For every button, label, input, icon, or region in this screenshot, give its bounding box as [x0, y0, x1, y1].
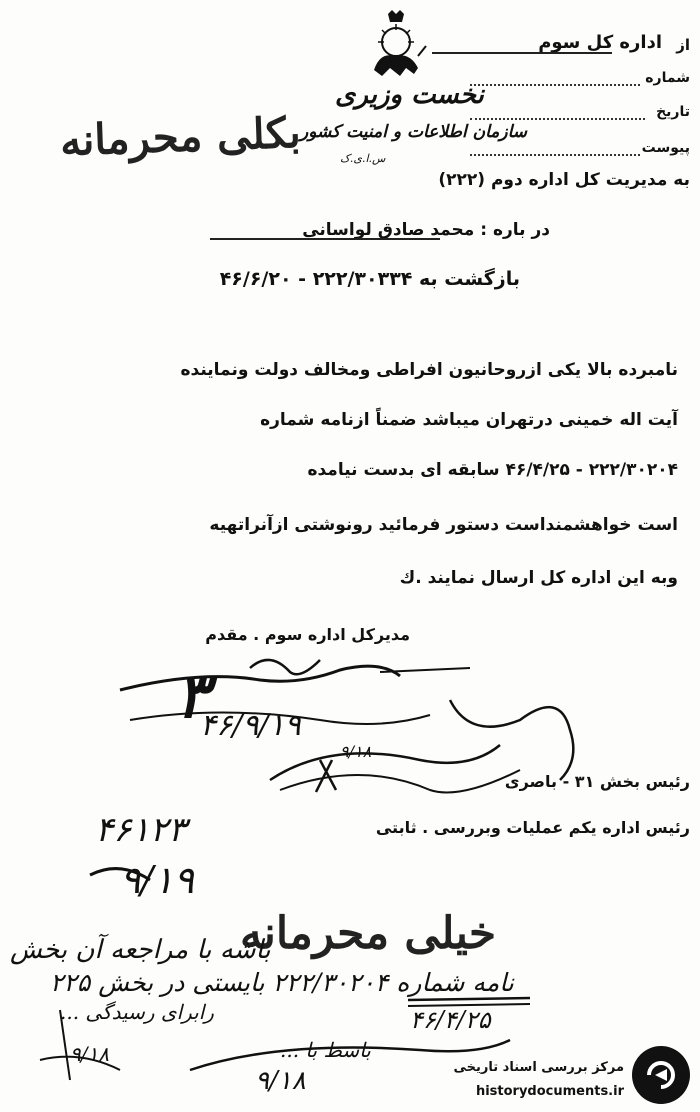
handwritten-bottom-date: ۴۶/۴/۲۵	[410, 1006, 491, 1034]
handwritten-note-3: رابرای رسیدگی ...	[60, 1000, 214, 1024]
top-classification-stamp: بکلی محرمانه	[59, 107, 302, 166]
handwritten-note-4: باسط با ...	[280, 1038, 371, 1062]
routing-line-2: رئیس اداره یکم عملیات وبررسی . ثابتی	[375, 818, 690, 837]
handwritten-date-2: ۹/۱۹	[120, 858, 195, 902]
routing-line-1: رئیس بخش ۳۱ - باصری	[504, 772, 690, 791]
handwritten-signature-date: ۴۶/۹/۱۹	[200, 708, 301, 743]
reference-line: بازگشت به ۲۲۲/۳۰۳۳۴ - ۴۶/۶/۲۰	[219, 268, 520, 290]
from-value: اداره کل سوم	[538, 32, 662, 53]
subject-line: در باره : محمد صادق لواسانی	[302, 220, 550, 240]
handwritten-note-2: نامه شماره ۲۲۲/۳۰۲۰۴ بایستی در بخش ۲۲۵	[50, 968, 514, 997]
watermark-org-name: مرکز بررسی اسناد تاریخی	[453, 1060, 624, 1075]
body-line-2: آیت اله خمینی درتهران میباشد ضمناً ازنامه شماره	[260, 410, 678, 430]
handwritten-sequence: ۴۶۱۲۳	[95, 810, 187, 850]
body-line-4: است خواهشمنداست دستور فرمائید رونوشتی ازآنراتهیه	[209, 515, 678, 535]
handwritten-side-date: ۹/۱۸	[340, 742, 372, 761]
organization-name: سازمان اطلاعات و امنیت کشور	[300, 122, 528, 142]
handwritten-note-1: باشه با مراجعه آن بخش	[10, 935, 271, 965]
date-label: تاریخ	[656, 104, 690, 120]
watermark-url[interactable]: historydocuments.ir	[475, 1084, 624, 1099]
attachment-label: پیوست	[641, 140, 690, 156]
recipient-line: به مدیریت کل اداره دوم (۲۲۲)	[438, 170, 690, 190]
handwritten-initial: ۳	[176, 662, 209, 732]
ministry-title: نخست وزیری	[335, 80, 484, 110]
body-line-5: وبه این اداره کل ارسال نمایند .ك	[399, 568, 678, 588]
bottom-classification-stamp: خیلی محرمانه	[240, 908, 497, 959]
handwritten-corner-date-2: ۹/۱۸	[255, 1066, 306, 1096]
handwritten-corner-date: ۹/۱۸	[70, 1042, 109, 1066]
body-line-3: ۲۲۲/۳۰۲۰۴ - ۴۶/۴/۲۵ سابقه ای بدست نیامده	[307, 460, 678, 480]
from-label: از	[676, 36, 690, 54]
number-label: شماره	[645, 70, 690, 86]
body-line-1: نامبرده بالا یکی ازروحانیون افراطی ومخالف دولت ونماینده	[180, 360, 678, 380]
archive-logo-icon	[632, 1046, 690, 1104]
sub-org: س.ا.ی.ک	[340, 152, 386, 165]
signatory-line: مدیرکل اداره سوم . مقدم	[205, 625, 410, 644]
